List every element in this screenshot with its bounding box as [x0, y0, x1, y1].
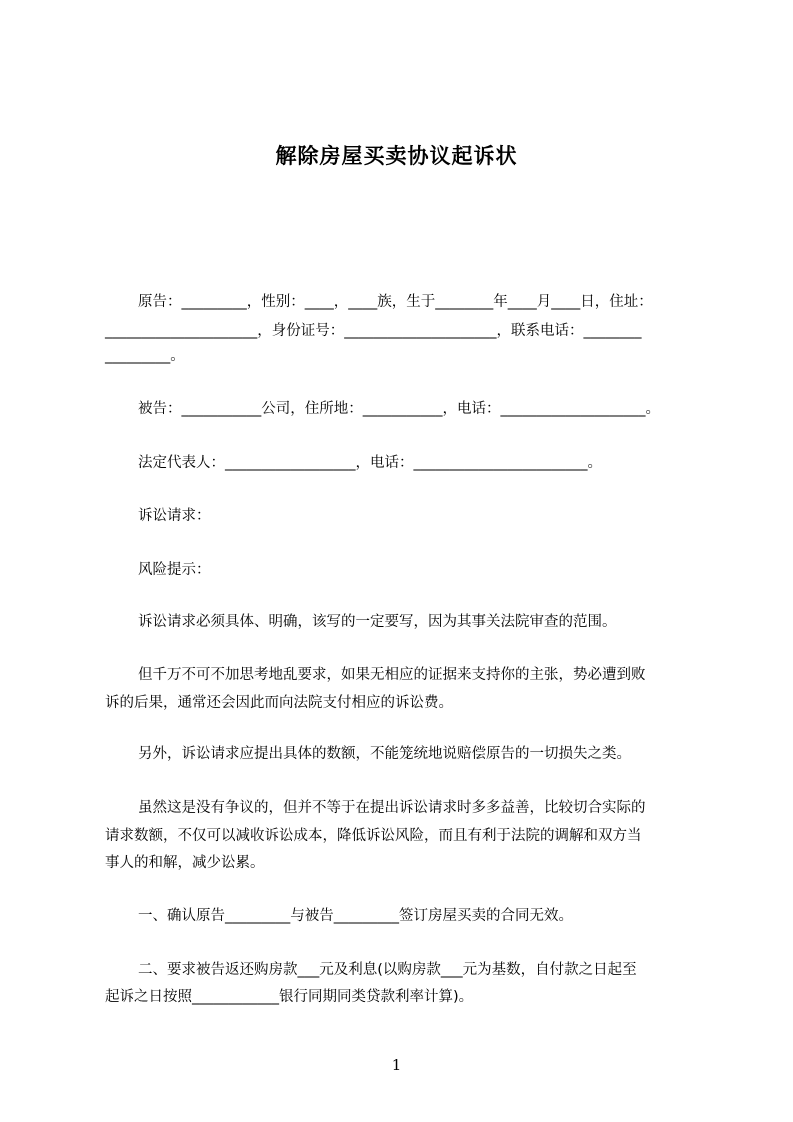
risk-paragraph-1: 诉讼请求必须具体、明确，该写的一定要写，因为其事关法院审查的范围。	[138, 614, 617, 630]
page-number: 1	[391, 1056, 402, 1074]
risk-paragraph-4-line-1: 虽然这是没有争议的，但并不等于在提出诉讼请求时多多益善，比较切合实际的	[138, 800, 646, 816]
risk-paragraph-4-line-2: 请求数额，不仅可以减收诉讼成本，降低诉讼风险，而且有利于法院的调解和双方当	[105, 828, 642, 844]
claim-item-2-line-1: 二、要求被告返还购房款___元及利息(以购房款___元为基数，自付款之日起至	[138, 962, 637, 978]
risk-paragraph-4-line-3: 事人的和解，减少讼累。	[105, 855, 265, 871]
risk-paragraph-2-line-2: 诉的后果，通常还会因此而向法院支付相应的诉讼费。	[105, 695, 453, 711]
plaintiff-line-3: _________。	[105, 348, 185, 364]
claim-item-1: 一、确认原告_________与被告_________签订房屋买卖的合同无效。	[138, 908, 573, 924]
defendant-line: 被告：___________公司，住所地：___________，电话：____________________。	[138, 401, 660, 417]
claims-heading: 诉讼请求：	[138, 508, 211, 524]
legal-rep-line: 法定代表人：__________________，电话：________________________。	[138, 455, 602, 471]
risk-paragraph-2-line-1: 但千万不可不加思考地乱要求，如果无相应的证据来支持你的主张，势必遭到败	[138, 667, 646, 683]
risk-heading: 风险提示：	[138, 562, 211, 578]
document-title: 解除房屋买卖协议起诉状	[275, 144, 518, 168]
plaintiff-line-1: 原告：_________，性别：____，____族，生于________年____月____日，住址：	[138, 294, 653, 310]
plaintiff-line-2: _____________________，身份证号：_____________________，联系电话：________	[105, 323, 642, 339]
risk-paragraph-3: 另外，诉讼请求应提出具体的数额，不能笼统地说赔偿原告的一切损失之类。	[138, 746, 631, 762]
claim-item-2-line-2: 起诉之日按照____________银行同期同类贷款利率计算)。	[105, 989, 474, 1005]
